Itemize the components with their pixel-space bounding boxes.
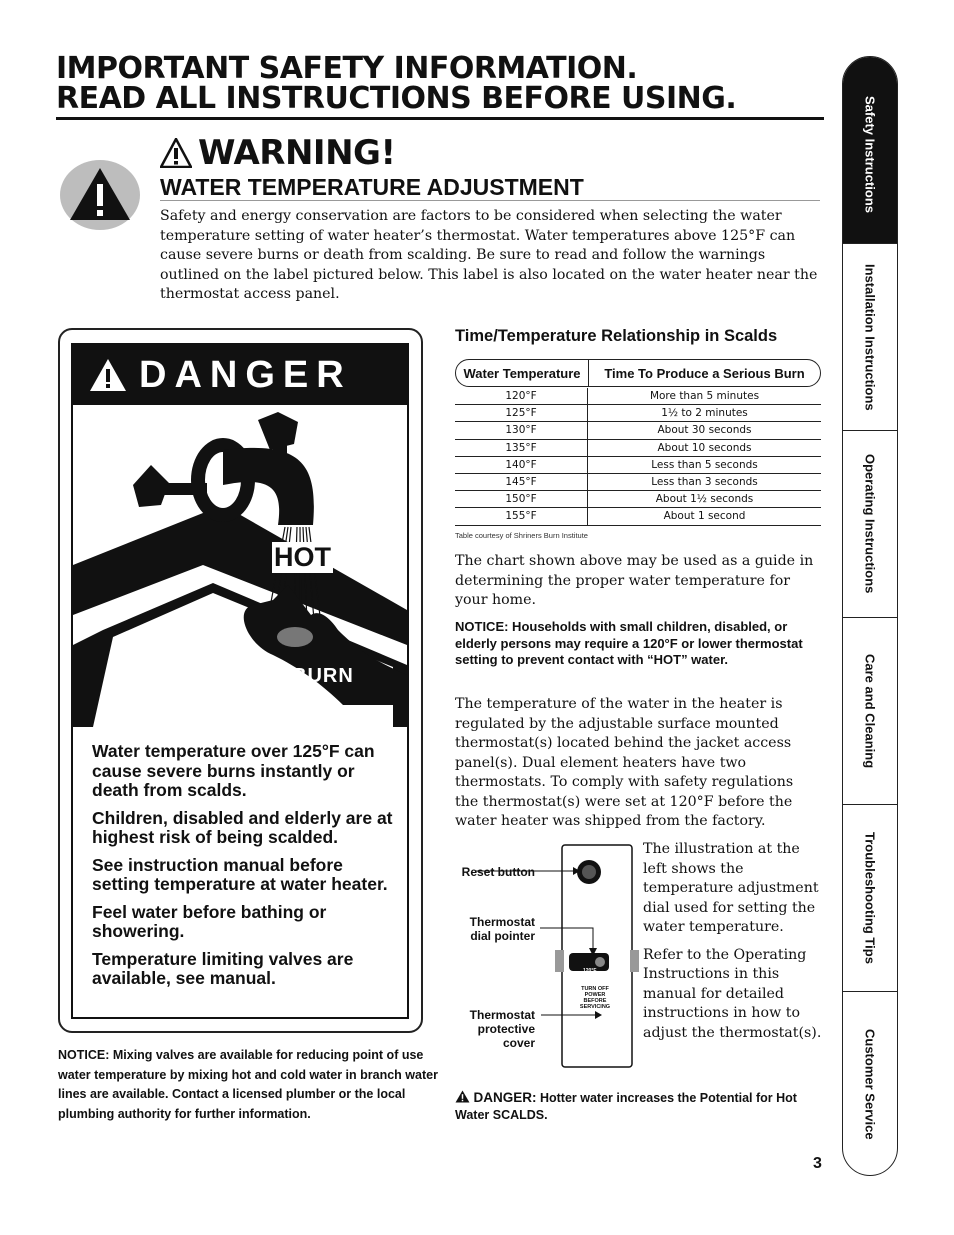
hot-label: HOT [274, 542, 331, 572]
danger-item: Feel water before bathing or showering. [92, 901, 327, 941]
label-line: Thermostat [469, 915, 535, 929]
tab-label: Operating Instructions [862, 454, 878, 594]
table-row [455, 491, 821, 508]
time-cell: Less than 3 seconds [651, 476, 758, 489]
table-row [455, 474, 821, 491]
warning-circle-icon [60, 160, 140, 230]
table-row [455, 457, 821, 474]
warning-title [160, 133, 395, 173]
illustration-description [643, 840, 825, 1043]
tab-label: Customer Service [862, 1029, 878, 1140]
tab-care-and-cleaning[interactable] [843, 618, 897, 805]
table-row [455, 422, 821, 439]
header-line-1: IMPORTANT SAFETY INFORMATION. [56, 51, 638, 86]
danger-warnings-list [92, 742, 402, 997]
danger-title: DANGER [139, 353, 352, 396]
temp-cell: 130°F [455, 422, 588, 438]
table-credit: Table courtesy of Shriners Burn Institute [455, 531, 588, 540]
warning-triangle-icon [160, 138, 192, 168]
tab-label: Care and Cleaning [862, 653, 878, 769]
water-temperature-subhead: WATER TEMPERATURE ADJUSTMENT [160, 174, 584, 200]
page-number: 3 [813, 1155, 822, 1172]
header-rule [56, 117, 824, 120]
tab-safety-instructions[interactable] [843, 57, 897, 244]
warning-title-text: WARNING! [198, 133, 396, 173]
danger-triangle-icon [455, 1090, 470, 1103]
table-row [455, 405, 821, 422]
panel-text-line: SERVICING [579, 1004, 611, 1010]
label-line: Thermostat [469, 1008, 535, 1022]
header-line-2: READ ALL INSTRUCTIONS BEFORE USING. [56, 81, 737, 116]
illustration-paragraph: The illustration at the left shows the temperature adjustment dial used for setting the water temperature. [643, 841, 819, 935]
table-row [455, 440, 821, 457]
table-row [455, 388, 821, 405]
danger-item: Water temperature over 125°F can cause severe burns instantly or death from scalds. [92, 741, 375, 800]
tab-operating-instructions[interactable] [843, 431, 897, 618]
danger-item: See instruction manual before setting temperature at water heater. [92, 854, 388, 894]
danger-item: Children, disabled and elderly are at highest risk of being scalded. [92, 807, 393, 847]
temp-cell: 120°F [455, 388, 588, 404]
section-tabs [842, 56, 898, 1176]
tab-label: Installation Instructions [862, 263, 878, 411]
dial-pointer-label [440, 915, 535, 943]
page-header [56, 51, 826, 116]
reset-button-label: Reset button [461, 865, 535, 879]
refer-paragraph: Refer to the Operating Instructions in this manual for detailed instructions in how to adjust the thermostat(s). [643, 946, 822, 1041]
tab-label: Safety Instructions [862, 96, 878, 214]
time-cell: About 1 second [663, 510, 746, 523]
time-cell: Less than 5 seconds [651, 458, 758, 471]
temp-cell: 145°F [455, 474, 588, 490]
panel-text-line: BEFORE [583, 998, 607, 1004]
households-notice: NOTICE: Households with small children, disabled, or elderly persons may require a 120°F or lower thermostat setting to prevent contact with “HOT” water. [455, 619, 803, 667]
time-cell: 1½ to 2 minutes [661, 407, 748, 420]
intro-paragraph: Safety and energy conservation are factors to be considered when selecting the water temperature setting of water heater’s thermostat. Water temperatures above 125°F can cause severe burns or death from scalding. Be sure to read and follow the warnings outlined on the label pictured below. This label is also located on the water heater near the thermostat access panel. [160, 208, 818, 302]
tab-troubleshooting-tips[interactable] [843, 805, 897, 992]
danger-band [73, 345, 407, 405]
scald-table-rows [455, 388, 821, 526]
temp-cell: 135°F [455, 440, 588, 456]
temp-cell: 125°F [455, 405, 588, 421]
col-header-water-temperature: Water Temperature [456, 360, 589, 386]
danger-item: Temperature limiting valves are available, see manual. [92, 948, 354, 988]
table-header [455, 359, 821, 387]
temp-cell: 140°F [455, 457, 588, 473]
dial-mark-text: 120°F [583, 968, 597, 974]
mixing-valves-notice: NOTICE: Mixing valves are available for reducing point of use water temperature by mixing hot and cold water in branch water lines are available. Contact a licensed plumber or the local plumbing authority for further information. [58, 1048, 438, 1121]
time-cell: About 30 seconds [657, 424, 752, 437]
danger-text: Hotter water increases the Potential for Hot Water SCALDS. [455, 1091, 797, 1122]
tab-label: Troubleshooting Tips [862, 832, 878, 964]
danger-triangle-icon [89, 358, 127, 392]
panel-text-line: POWER [584, 992, 606, 998]
label-line: protective [477, 1022, 535, 1036]
label-line: dial pointer [470, 929, 535, 943]
panel-text [576, 986, 614, 1010]
tab-customer-service[interactable] [843, 992, 897, 1176]
col-header-time-to-burn: Time To Produce a Serious Burn [604, 365, 805, 381]
protective-cover-label [440, 1008, 535, 1050]
panel-text-line: TURN OFF [581, 986, 609, 992]
subhead-rule [160, 200, 820, 201]
temp-cell: 150°F [455, 491, 588, 507]
hot-faucet-burn-illustration [73, 405, 407, 727]
tab-installation-instructions[interactable] [843, 244, 897, 431]
temp-cell: 155°F [455, 508, 588, 524]
label-line: cover [502, 1036, 535, 1050]
thermostat-regulation-paragraph: The temperature of the water in the heater is regulated by the adjustable surface mounted thermostat(s) located behind the jacket access panel(s). Dual element heaters have two thermostats. To comply with safety regulations the thermostat(s) were set at 120°F before the water heater was shipped from the factory. [455, 696, 794, 829]
time-cell: About 10 seconds [657, 441, 752, 454]
burn-label: BURN [292, 665, 354, 687]
time-cell: About 1½ seconds [655, 493, 754, 506]
table-title: Time/Temperature Relationship in Scalds [455, 327, 778, 345]
hotter-water-danger [455, 1089, 805, 1124]
danger-word: DANGER: [473, 1090, 537, 1105]
chart-guide-paragraph: The chart shown above may be used as a guide in determining the proper water temperature for your home. [455, 553, 814, 608]
time-cell: More than 5 minutes [649, 390, 760, 403]
table-row [455, 508, 821, 525]
